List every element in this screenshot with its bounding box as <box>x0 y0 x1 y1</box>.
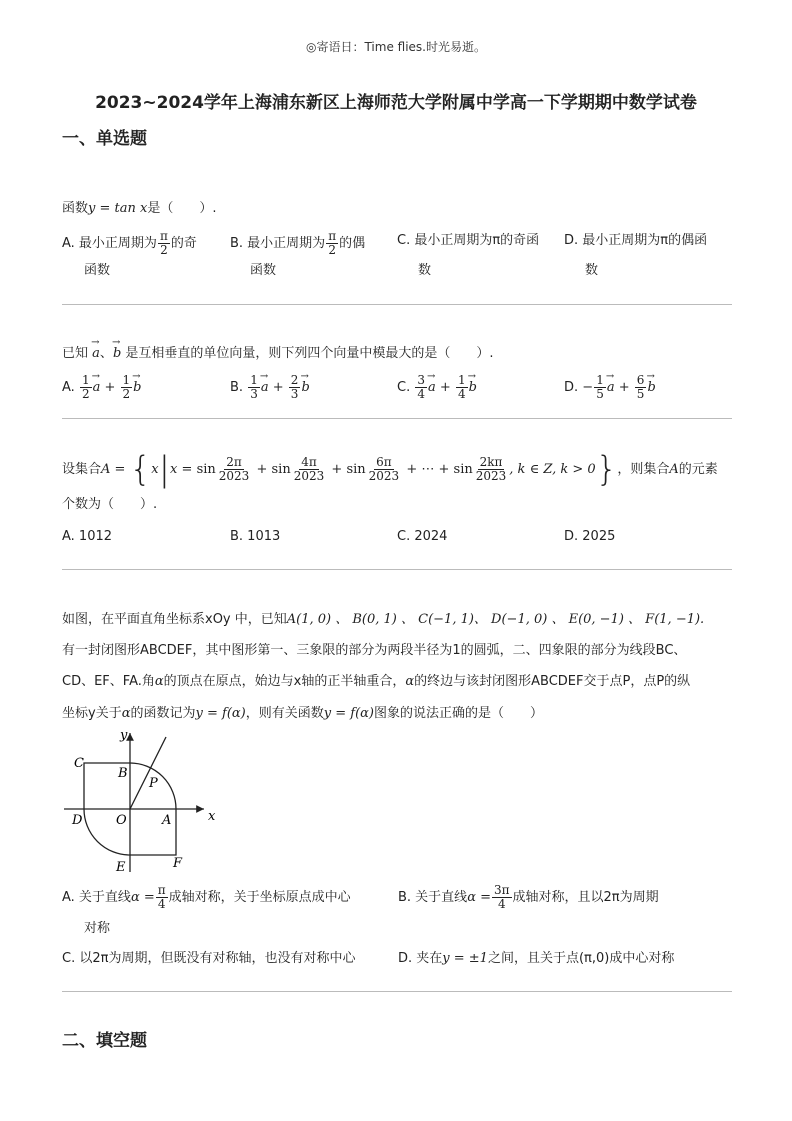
question-1: 函数y = tan x是（ ）. <box>62 201 217 216</box>
question-3: 设集合A = {x|x = sin $\frac{2\pi}{2023}$ + sin $\frac{4\pi}{2023}$ + sin $\frac{6\pi}{2023}$ + ⋯ + sin $\frac{2k\pi}{2023}$ , k ∈ Z, k > 0}，则集合A的元素 <box>62 449 718 490</box>
q1-option-a-wrap: 函数 <box>84 263 111 278</box>
q2-option-b[interactable]: B. $\frac{1}{3}$ → a + $\frac{2}{3}$ → b <box>230 374 310 401</box>
section-fill-in: 二、填空题 <box>62 1031 147 1051</box>
question-4-line2: 有一封闭图形ABCDEF，其中图形第一、三象限的部分为两段半径为1的圆弧，二、四象限的部分为线段BC、 <box>62 643 687 658</box>
coordinate-figure <box>60 727 220 877</box>
q1-option-c-wrap: 数 <box>418 263 432 278</box>
q1-option-b[interactable]: B. 最小正周期为 $\frac{\pi}{2}$ 的偶 <box>230 229 366 257</box>
label-A: A <box>162 813 172 828</box>
q1-option-b-wrap: 函数 <box>250 263 277 278</box>
q4-option-a[interactable]: A. 关于直线α = $\frac{\pi}{4}$ 成轴对称，关于坐标原点成中心 <box>62 883 351 911</box>
q2-option-d[interactable]: D. − $\frac{1}{5}$ → a + $\frac{6}{5}$ → b <box>564 374 656 401</box>
label-C: C <box>74 756 84 771</box>
label-B: B <box>118 766 128 781</box>
divider <box>62 991 732 992</box>
q4-option-c[interactable]: C. 以2π为周期，但既没有对称轴，也没有对称中心 <box>62 951 356 966</box>
label-F: F <box>173 856 183 871</box>
q3-option-b[interactable]: B. 1013 <box>230 529 281 544</box>
q2-option-a[interactable]: A. $\frac{1}{2}$ → a + $\frac{1}{2}$ → b <box>62 374 142 401</box>
q1-option-c[interactable]: C. 最小正周期为π的奇函 <box>397 233 540 248</box>
question-3-line2: 个数为（ ）. <box>62 497 158 512</box>
question-4-line1: 如图，在平面直角坐标系xOy 中，已知A(1, 0) 、 B(0, 1) 、 C(−1, 1)、 D(−1, 0) 、 E(0, −1) 、 F(1, −1). <box>62 612 705 627</box>
q4-option-a-wrap: 对称 <box>84 921 111 936</box>
q3-option-a[interactable]: A. 1012 <box>62 529 113 544</box>
section-single-choice: 一、单选题 <box>62 129 147 149</box>
question-4-line3: CD、EF、FA.角α的顶点在原点，始边与x轴的正半轴重合，α的终边与该封闭图形ABCDEF交于点P，点P的纵 <box>62 674 691 689</box>
q4-option-b[interactable]: B. 关于直线α = $\frac{3\pi}{4}$ 成轴对称，且以2π为周期 <box>398 883 659 911</box>
q4-option-d[interactable]: D. 夹在y = ±1之间，且关于点(π,0)成中心对称 <box>398 951 675 966</box>
page-title: 2023~2024学年上海浦东新区上海师范大学附属中学高一下学期期中数学试卷 <box>95 93 697 113</box>
q3-option-d[interactable]: D. 2025 <box>564 529 616 544</box>
q2-option-c[interactable]: C. $\frac{3}{4}$ → a + $\frac{1}{4}$ → b <box>397 374 477 401</box>
q1-option-a[interactable]: A. 最小正周期为 $\frac{\pi}{2}$ 的奇 <box>62 229 197 257</box>
label-O: O <box>116 813 127 828</box>
q3-option-c[interactable]: C. 2024 <box>397 529 448 544</box>
question-2: 已知 → a、→ b 是互相垂直的单位向量，则下列四个向量中模最大的是（ ）. <box>62 343 742 365</box>
divider <box>62 418 732 419</box>
terminal-ray <box>130 737 166 809</box>
divider <box>62 304 732 305</box>
label-P: P <box>149 776 158 791</box>
label-y: y <box>120 728 128 743</box>
q1-option-d-wrap: 数 <box>585 263 599 278</box>
label-E: E <box>116 860 126 875</box>
question-4-line4: 坐标y关于α的函数记为y = f(α)，则有关函数y = f(α)图象的说法正确的是（ ） <box>62 706 544 721</box>
divider <box>62 569 732 570</box>
label-D: D <box>72 813 83 828</box>
q1-option-d[interactable]: D. 最小正周期为π的偶函 <box>564 233 708 248</box>
motto-header: ◎寄语日：Time flies.时光易逝。 <box>306 40 486 54</box>
label-x: x <box>208 809 216 824</box>
